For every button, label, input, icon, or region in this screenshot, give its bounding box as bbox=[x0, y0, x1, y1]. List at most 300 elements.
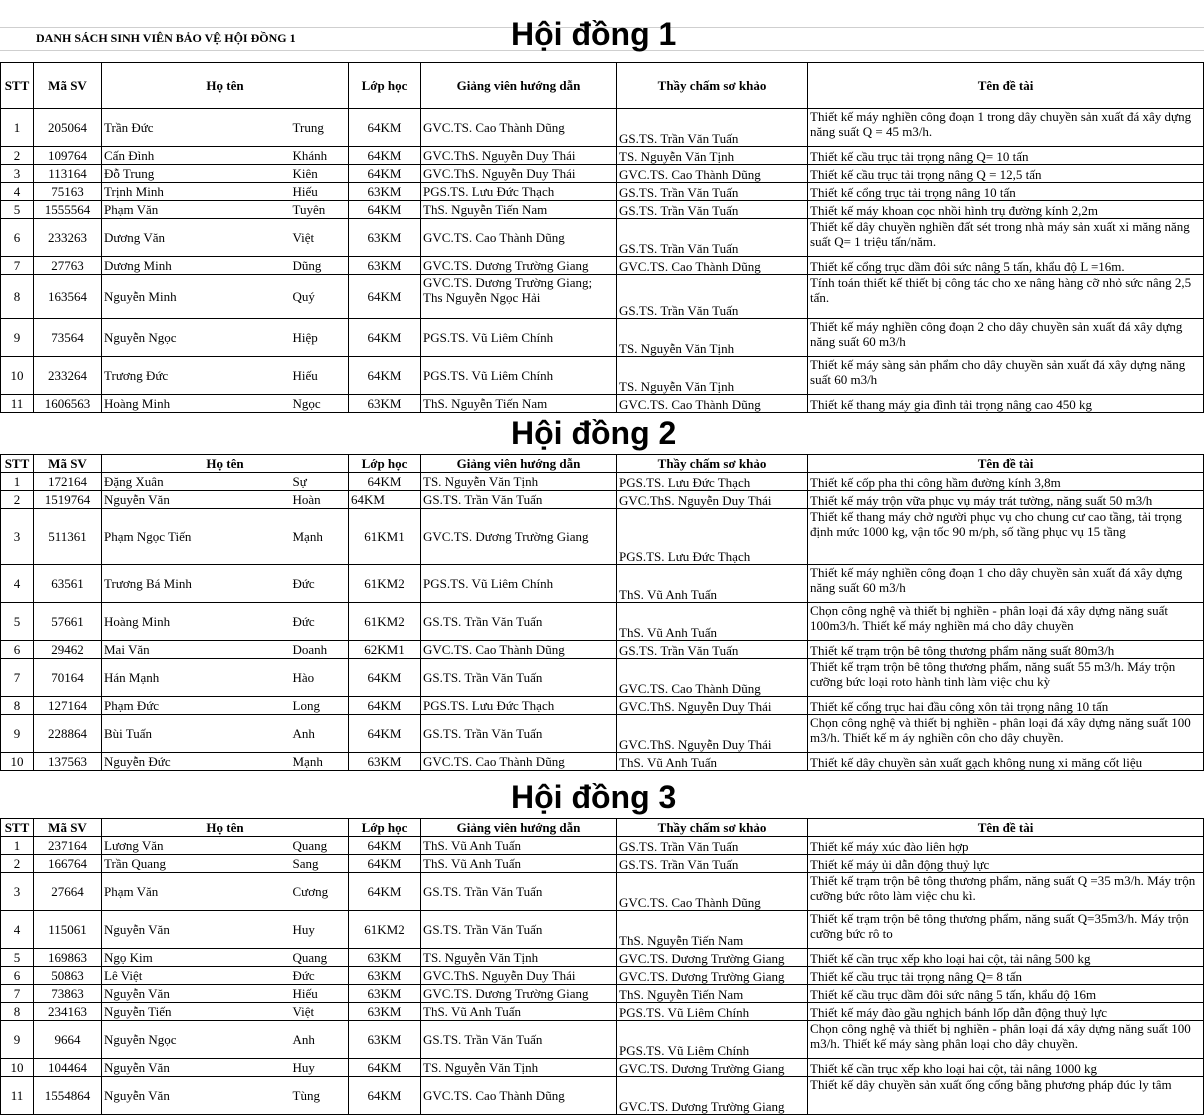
row-number: 2 bbox=[1, 855, 34, 873]
supervisor: GVC.TS. Cao Thành Dũng bbox=[421, 109, 617, 147]
pre-examiner: GVC.ThS. Nguyễn Duy Thái bbox=[617, 715, 808, 753]
row-number: 5 bbox=[1, 603, 34, 641]
student-given-name: Đức bbox=[291, 565, 349, 603]
row-number: 3 bbox=[1, 509, 34, 565]
student-given-name: Mạnh bbox=[291, 509, 349, 565]
student-id: 63561 bbox=[34, 565, 102, 603]
table-row bbox=[1, 603, 1204, 641]
row-number: 3 bbox=[1, 873, 34, 911]
table-row bbox=[1, 165, 1204, 183]
table-row bbox=[1, 715, 1204, 753]
thesis-topic: Thiết kế cầu trục tải trọng nâng Q= 10 tấn bbox=[808, 147, 1204, 165]
table-row bbox=[1, 395, 1204, 413]
supervisor: GVC.TS. Cao Thành Dũng bbox=[421, 753, 617, 771]
row-number: 6 bbox=[1, 967, 34, 985]
student-class: 63KM bbox=[349, 183, 421, 201]
thesis-topic: Thiết kế cầu trục tải trọng nâng Q = 12,5 tấn bbox=[808, 165, 1204, 183]
supervisor: GS.TS. Trần Văn Tuấn bbox=[421, 1021, 617, 1059]
student-given-name: Hiệp bbox=[291, 319, 349, 357]
student-id: 234163 bbox=[34, 1003, 102, 1021]
student-given-name: Khánh bbox=[291, 147, 349, 165]
student-given-name: Cương bbox=[291, 873, 349, 911]
pre-examiner: ThS. Vũ Anh Tuấn bbox=[617, 603, 808, 641]
pre-examiner: GVC.TS. Cao Thành Dũng bbox=[617, 257, 808, 275]
student-id: 73564 bbox=[34, 319, 102, 357]
student-surname: Phạm Văn bbox=[102, 201, 291, 219]
row-number: 4 bbox=[1, 183, 34, 201]
supervisor: GVC.TS. Dương Trường Giang; Ths Nguyễn Ngọc Hải bbox=[421, 275, 617, 319]
student-given-name: Sự bbox=[291, 473, 349, 491]
student-surname: Phạm Ngọc Tiến bbox=[102, 509, 291, 565]
pre-examiner: GS.TS. Trần Văn Tuấn bbox=[617, 109, 808, 147]
student-surname: Lương Văn bbox=[102, 837, 291, 855]
student-surname: Trương Đức bbox=[102, 357, 291, 395]
student-id: 163564 bbox=[34, 275, 102, 319]
student-surname: Nguyễn Đức bbox=[102, 753, 291, 771]
pre-examiner: GVC.TS. Cao Thành Dũng bbox=[617, 873, 808, 911]
pre-examiner: GVC.TS. Dương Trường Giang bbox=[617, 1077, 808, 1115]
row-number: 1 bbox=[1, 473, 34, 491]
student-class: 61KM2 bbox=[349, 565, 421, 603]
header-student-id: Mã SV bbox=[34, 63, 102, 109]
thesis-topic: Thiết kế trạm trộn bê tông thương phẩm năng suất 80m3/h bbox=[808, 641, 1204, 659]
header-pre-examiner: Thầy chấm sơ khảo bbox=[617, 455, 808, 473]
supervisor: GS.TS. Trần Văn Tuấn bbox=[421, 491, 617, 509]
supervisor: GVC.TS. Cao Thành Dũng bbox=[421, 1077, 617, 1115]
pre-examiner: ThS. Vũ Anh Tuấn bbox=[617, 753, 808, 771]
row-number: 4 bbox=[1, 911, 34, 949]
supervisor: GVC.TS. Dương Trường Giang bbox=[421, 509, 617, 565]
student-class: 63KM bbox=[349, 753, 421, 771]
header-pre-examiner: Thầy chấm sơ khảo bbox=[617, 63, 808, 109]
header-class: Lớp học bbox=[349, 455, 421, 473]
thesis-topic: Thiết kế trạm trộn bê tông thương phẩm, năng suất 55 m3/h. Máy trộn cưỡng bức loại roto hành tinh làm việc chu kỳ bbox=[808, 659, 1204, 697]
student-id: 29462 bbox=[34, 641, 102, 659]
table-row bbox=[1, 911, 1204, 949]
supervisor: ThS. Nguyễn Tiến Nam bbox=[421, 395, 617, 413]
thesis-topic: Thiết kế cổng trục dầm đôi sức nâng 5 tấn, khẩu độ L =16m. bbox=[808, 257, 1204, 275]
row-number: 1 bbox=[1, 109, 34, 147]
student-id: 50863 bbox=[34, 967, 102, 985]
student-id: 73863 bbox=[34, 985, 102, 1003]
thesis-topic: Chọn công nghệ và thiết bị nghiền - phân loại đá xây dựng năng suất 100m3/h. Thiết kế máy nghiền má cho dây chuyền bbox=[808, 603, 1204, 641]
pre-examiner: GS.TS. Trần Văn Tuấn bbox=[617, 183, 808, 201]
table-row bbox=[1, 855, 1204, 873]
student-class: 63KM bbox=[349, 985, 421, 1003]
student-class: 64KM bbox=[349, 357, 421, 395]
student-id: 75163 bbox=[34, 183, 102, 201]
header-full-name: Họ tên bbox=[102, 455, 349, 473]
row-number: 3 bbox=[1, 165, 34, 183]
student-given-name: Tuyên bbox=[291, 201, 349, 219]
pre-examiner: ThS. Nguyễn Tiến Nam bbox=[617, 911, 808, 949]
student-class: 63KM bbox=[349, 967, 421, 985]
student-surname: Trương Bá Minh bbox=[102, 565, 291, 603]
student-id: 113164 bbox=[34, 165, 102, 183]
table-row bbox=[1, 1059, 1204, 1077]
row-number: 10 bbox=[1, 753, 34, 771]
student-surname: Hoàng Minh bbox=[102, 395, 291, 413]
row-number: 7 bbox=[1, 257, 34, 275]
student-id: 233263 bbox=[34, 219, 102, 257]
thesis-topic: Thiết kế máy đào gầu nghịch bánh lốp dẫn động thuỷ lực bbox=[808, 1003, 1204, 1021]
row-number: 5 bbox=[1, 201, 34, 219]
supervisor: GVC.ThS. Nguyễn Duy Thái bbox=[421, 967, 617, 985]
student-given-name: Hoàn bbox=[291, 491, 349, 509]
student-surname: Đỗ Trung bbox=[102, 165, 291, 183]
student-given-name: Ngọc bbox=[291, 395, 349, 413]
supervisor: GS.TS. Trần Văn Tuấn bbox=[421, 603, 617, 641]
student-given-name: Tùng bbox=[291, 1077, 349, 1115]
student-class: 64KM bbox=[349, 873, 421, 911]
supervisor: PGS.TS. Vũ Liêm Chính bbox=[421, 565, 617, 603]
table-row bbox=[1, 949, 1204, 967]
header-supervisor: Giảng viên hướng dẫn bbox=[421, 63, 617, 109]
row-number: 9 bbox=[1, 1021, 34, 1059]
student-given-name: Anh bbox=[291, 1021, 349, 1059]
pre-examiner: ThS. Vũ Anh Tuấn bbox=[617, 565, 808, 603]
row-number: 9 bbox=[1, 319, 34, 357]
supervisor: PGS.TS. Vũ Liêm Chính bbox=[421, 357, 617, 395]
student-class: 64KM bbox=[349, 697, 421, 715]
supervisor: GVC.ThS. Nguyễn Duy Thái bbox=[421, 165, 617, 183]
pre-examiner: GS.TS. Trần Văn Tuấn bbox=[617, 837, 808, 855]
student-id: 1606563 bbox=[34, 395, 102, 413]
supervisor: TS. Nguyễn Văn Tịnh bbox=[421, 473, 617, 491]
thesis-topic: Thiết kế cốp pha thi công hầm đường kính 3,8m bbox=[808, 473, 1204, 491]
row-number: 8 bbox=[1, 697, 34, 715]
student-id: 127164 bbox=[34, 697, 102, 715]
header-stt: STT bbox=[1, 819, 34, 837]
header-full-name: Họ tên bbox=[102, 63, 349, 109]
table-row bbox=[1, 491, 1204, 509]
supervisor: ThS. Vũ Anh Tuấn bbox=[421, 837, 617, 855]
student-given-name: Huy bbox=[291, 911, 349, 949]
student-class: 63KM bbox=[349, 219, 421, 257]
table-row bbox=[1, 147, 1204, 165]
supervisor: PGS.TS. Lưu Đức Thạch bbox=[421, 183, 617, 201]
pre-examiner: GS.TS. Trần Văn Tuấn bbox=[617, 201, 808, 219]
pre-examiner: GVC.TS. Cao Thành Dũng bbox=[617, 165, 808, 183]
supervisor: GS.TS. Trần Văn Tuấn bbox=[421, 715, 617, 753]
student-surname: Dương Văn bbox=[102, 219, 291, 257]
student-class: 64KM bbox=[349, 1077, 421, 1115]
student-class: 62KM1 bbox=[349, 641, 421, 659]
student-class: 64KM bbox=[349, 109, 421, 147]
student-surname: Phạm Đức bbox=[102, 697, 291, 715]
row-number: 11 bbox=[1, 395, 34, 413]
student-given-name: Hào bbox=[291, 659, 349, 697]
student-id: 115061 bbox=[34, 911, 102, 949]
student-class: 64KM bbox=[349, 473, 421, 491]
student-surname: Trần Đức bbox=[102, 109, 291, 147]
student-class: 64KM bbox=[349, 659, 421, 697]
student-given-name: Hiếu bbox=[291, 183, 349, 201]
student-class: 63KM bbox=[349, 1003, 421, 1021]
pre-examiner: PGS.TS. Vũ Liêm Chính bbox=[617, 1003, 808, 1021]
student-class: 63KM bbox=[349, 949, 421, 967]
student-surname: Lê Việt bbox=[102, 967, 291, 985]
thesis-topic: Thiết kế máy trộn vữa phục vụ máy trát tường, năng suất 50 m3/h bbox=[808, 491, 1204, 509]
student-class: 64KM bbox=[349, 837, 421, 855]
student-given-name: Đức bbox=[291, 603, 349, 641]
student-class: 63KM bbox=[349, 395, 421, 413]
table-row bbox=[1, 183, 1204, 201]
student-surname: Nguyễn Văn bbox=[102, 491, 291, 509]
student-id: 511361 bbox=[34, 509, 102, 565]
thesis-topic: Thiết kế thang máy gia đình tải trọng nâng cao 450 kg bbox=[808, 395, 1204, 413]
supervisor: GVC.TS. Dương Trường Giang bbox=[421, 257, 617, 275]
supervisor: ThS. Vũ Anh Tuấn bbox=[421, 1003, 617, 1021]
student-class: 64KM bbox=[349, 201, 421, 219]
supervisor: TS. Nguyễn Văn Tịnh bbox=[421, 1059, 617, 1077]
pre-examiner: GVC.TS. Dương Trường Giang bbox=[617, 1059, 808, 1077]
row-number: 10 bbox=[1, 1059, 34, 1077]
row-number: 7 bbox=[1, 659, 34, 697]
student-id: 9664 bbox=[34, 1021, 102, 1059]
student-surname: Hoàng Minh bbox=[102, 603, 291, 641]
table-row bbox=[1, 967, 1204, 985]
pre-examiner: GVC.TS. Cao Thành Dũng bbox=[617, 659, 808, 697]
supervisor: GVC.ThS. Nguyễn Duy Thái bbox=[421, 147, 617, 165]
students-table bbox=[0, 818, 1204, 1115]
student-surname: Nguyễn Văn bbox=[102, 985, 291, 1003]
council-title: Hội đồng 1 bbox=[511, 16, 677, 52]
student-surname: Dương Minh bbox=[102, 257, 291, 275]
table-row bbox=[1, 1003, 1204, 1021]
student-surname: Phạm Văn bbox=[102, 873, 291, 911]
student-id: 70164 bbox=[34, 659, 102, 697]
student-given-name: Trung bbox=[291, 109, 349, 147]
thesis-topic: Thiết kế trạm trộn bê tông thương phẩm, năng suất Q=35m3/h. Máy trộn cưỡng bức rô to bbox=[808, 911, 1204, 949]
student-id: 109764 bbox=[34, 147, 102, 165]
supervisor: GVC.TS. Cao Thành Dũng bbox=[421, 641, 617, 659]
supervisor: TS. Nguyễn Văn Tịnh bbox=[421, 949, 617, 967]
student-surname: Trần Quang bbox=[102, 855, 291, 873]
thesis-topic: Thiết kế cổng trục tải trọng nâng 10 tấn bbox=[808, 183, 1204, 201]
thesis-topic: Thiết kế máy sàng sản phẩm cho dây chuyền sản xuất đá xây dựng năng suất 60 m3/h bbox=[808, 357, 1204, 395]
council-title: Hội đồng 2 bbox=[511, 415, 677, 451]
thesis-topic: Thiết kế dây chuyền sản xuất gạch không nung xi măng cốt liệu bbox=[808, 753, 1204, 771]
student-id: 1519764 bbox=[34, 491, 102, 509]
table-row bbox=[1, 509, 1204, 565]
thesis-topic: Thiết kế trạm trộn bê tông thương phẩm, năng suất Q =35 m3/h. Máy trộn cưỡng bức rôto làm việc chu kì. bbox=[808, 873, 1204, 911]
table-header-row bbox=[1, 63, 1204, 109]
thesis-topic: Thiết kế thang máy chở người phục vụ cho chung cư cao tầng, tải trọng định mức 1000 kg, vận tốc 90 m/ph, số tầng phục vụ 15 tầng bbox=[808, 509, 1204, 565]
students-table bbox=[0, 62, 1204, 413]
row-number: 7 bbox=[1, 985, 34, 1003]
table-row bbox=[1, 985, 1204, 1003]
pre-examiner: PGS.TS. Lưu Đức Thạch bbox=[617, 473, 808, 491]
thesis-topic: Thiết kế cần trục xếp kho loại hai cột, tải nâng 1000 kg bbox=[808, 1059, 1204, 1077]
pre-examiner: TS. Nguyễn Văn Tịnh bbox=[617, 319, 808, 357]
header-full-name: Họ tên bbox=[102, 819, 349, 837]
table-row bbox=[1, 837, 1204, 855]
pre-examiner: TS. Nguyễn Văn Tịnh bbox=[617, 147, 808, 165]
student-class: 64KM bbox=[349, 275, 421, 319]
header-stt: STT bbox=[1, 455, 34, 473]
student-given-name: Việt bbox=[291, 1003, 349, 1021]
table-row bbox=[1, 753, 1204, 771]
thesis-topic: Tính toán thiết kế thiết bị công tác cho xe nâng hàng cỡ nhỏ sức nâng 2,5 tấn. bbox=[808, 275, 1204, 319]
pre-examiner: PGS.TS. Vũ Liêm Chính bbox=[617, 1021, 808, 1059]
student-id: 237164 bbox=[34, 837, 102, 855]
pre-examiner: PGS.TS. Lưu Đức Thạch bbox=[617, 509, 808, 565]
header-thesis-topic: Tên đề tài bbox=[808, 455, 1204, 473]
student-class: 64KM bbox=[349, 147, 421, 165]
row-number: 11 bbox=[1, 1077, 34, 1115]
thesis-topic: Thiết kế cần trục xếp kho loại hai cột, tải nâng 500 kg bbox=[808, 949, 1204, 967]
thesis-topic: Thiết kế máy nghiền công đoạn 1 trong dây chuyền sản xuất đá xây dựng năng suất Q = 45 m3/h. bbox=[808, 109, 1204, 147]
row-number: 5 bbox=[1, 949, 34, 967]
student-surname: Nguyễn Văn bbox=[102, 911, 291, 949]
student-surname: Nguyễn Minh bbox=[102, 275, 291, 319]
student-id: 1554864 bbox=[34, 1077, 102, 1115]
student-surname: Bùi Tuấn bbox=[102, 715, 291, 753]
student-given-name: Hiếu bbox=[291, 985, 349, 1003]
supervisor: GS.TS. Trần Văn Tuấn bbox=[421, 911, 617, 949]
row-number: 1 bbox=[1, 837, 34, 855]
header-student-id: Mã SV bbox=[34, 455, 102, 473]
student-id: 57661 bbox=[34, 603, 102, 641]
student-class: 63KM bbox=[349, 257, 421, 275]
table-row bbox=[1, 109, 1204, 147]
student-given-name: Doanh bbox=[291, 641, 349, 659]
supervisor: GS.TS. Trần Văn Tuấn bbox=[421, 659, 617, 697]
student-class: 61KM1 bbox=[349, 509, 421, 565]
student-given-name: Quang bbox=[291, 837, 349, 855]
thesis-topic: Thiết kế dây chuyền sản xuất ống cống bằng phương pháp đúc ly tâm bbox=[808, 1077, 1204, 1115]
supervisor: ThS. Nguyễn Tiến Nam bbox=[421, 201, 617, 219]
student-class: 63KM bbox=[349, 1021, 421, 1059]
student-class: 64KM bbox=[349, 319, 421, 357]
row-number: 2 bbox=[1, 491, 34, 509]
student-class: 61KM2 bbox=[349, 603, 421, 641]
header-pre-examiner: Thầy chấm sơ khảo bbox=[617, 819, 808, 837]
supervisor: ThS. Vũ Anh Tuấn bbox=[421, 855, 617, 873]
row-number: 9 bbox=[1, 715, 34, 753]
pre-examiner: GVC.ThS. Nguyễn Duy Thái bbox=[617, 697, 808, 715]
row-number: 6 bbox=[1, 219, 34, 257]
student-surname: Hán Mạnh bbox=[102, 659, 291, 697]
student-surname: Trịnh Minh bbox=[102, 183, 291, 201]
table-row bbox=[1, 697, 1204, 715]
student-given-name: Anh bbox=[291, 715, 349, 753]
pre-examiner: ThS. Nguyễn Tiến Nam bbox=[617, 985, 808, 1003]
pre-examiner: GS.TS. Trần Văn Tuấn bbox=[617, 641, 808, 659]
thesis-topic: Thiết kế máy nghiền công đoạn 1 cho dây chuyền sản xuất đá xây dựng năng suất 60 m3/h bbox=[808, 565, 1204, 603]
student-class: 64KM bbox=[349, 165, 421, 183]
thesis-topic: Thiết kế máy khoan cọc nhồi hình trụ đường kính 2,2m bbox=[808, 201, 1204, 219]
table-row bbox=[1, 319, 1204, 357]
pre-examiner: GS.TS. Trần Văn Tuấn bbox=[617, 219, 808, 257]
students-table bbox=[0, 454, 1204, 771]
supervisor: GVC.TS. Dương Trường Giang bbox=[421, 985, 617, 1003]
thesis-topic: Chọn công nghệ và thiết bị nghiền - phân loại đá xây dựng năng suất 100 m3/h. Thiết kế m áy nghiền côn cho dây chuyền. bbox=[808, 715, 1204, 753]
student-surname: Cấn Đình bbox=[102, 147, 291, 165]
student-id: 27664 bbox=[34, 873, 102, 911]
student-given-name: Quý bbox=[291, 275, 349, 319]
student-surname: Ngọ Kim bbox=[102, 949, 291, 967]
pre-examiner: GVC.TS. Cao Thành Dũng bbox=[617, 395, 808, 413]
student-id: 169863 bbox=[34, 949, 102, 967]
student-given-name: Sang bbox=[291, 855, 349, 873]
supervisor: PGS.TS. Lưu Đức Thạch bbox=[421, 697, 617, 715]
student-given-name: Mạnh bbox=[291, 753, 349, 771]
student-surname: Nguyễn Ngọc bbox=[102, 319, 291, 357]
pre-examiner: GS.TS. Trần Văn Tuấn bbox=[617, 855, 808, 873]
table-row bbox=[1, 257, 1204, 275]
table-row bbox=[1, 641, 1204, 659]
table-header-row bbox=[1, 455, 1204, 473]
table-row bbox=[1, 1077, 1204, 1115]
student-class: 64KM bbox=[349, 491, 421, 509]
pre-examiner: GVC.TS. Dương Trường Giang bbox=[617, 967, 808, 985]
student-surname: Nguyễn Văn bbox=[102, 1059, 291, 1077]
student-given-name: Hiếu bbox=[291, 357, 349, 395]
table-row bbox=[1, 275, 1204, 319]
student-given-name: Đức bbox=[291, 967, 349, 985]
table-row bbox=[1, 659, 1204, 697]
supervisor: GVC.TS. Cao Thành Dũng bbox=[421, 219, 617, 257]
student-class: 61KM2 bbox=[349, 911, 421, 949]
student-given-name: Long bbox=[291, 697, 349, 715]
header-student-id: Mã SV bbox=[34, 819, 102, 837]
student-surname: Nguyễn Ngọc bbox=[102, 1021, 291, 1059]
student-given-name: Kiên bbox=[291, 165, 349, 183]
student-id: 27763 bbox=[34, 257, 102, 275]
row-number: 10 bbox=[1, 357, 34, 395]
student-given-name: Huy bbox=[291, 1059, 349, 1077]
header-class: Lớp học bbox=[349, 63, 421, 109]
student-id: 166764 bbox=[34, 855, 102, 873]
row-number: 4 bbox=[1, 565, 34, 603]
table-row bbox=[1, 1021, 1204, 1059]
supervisor: PGS.TS. Vũ Liêm Chính bbox=[421, 319, 617, 357]
student-id: 228864 bbox=[34, 715, 102, 753]
header-thesis-topic: Tên đề tài bbox=[808, 819, 1204, 837]
list-caption: DANH SÁCH SINH VIÊN BẢO VỆ HỘI ĐỒNG 1 bbox=[36, 31, 296, 45]
table-header-row bbox=[1, 819, 1204, 837]
student-given-name: Quang bbox=[291, 949, 349, 967]
student-surname: Đặng Xuân bbox=[102, 473, 291, 491]
student-id: 205064 bbox=[34, 109, 102, 147]
table-row bbox=[1, 357, 1204, 395]
thesis-topic: Thiết kế cầu trục tải trọng nâng Q= 8 tấn bbox=[808, 967, 1204, 985]
council-title: Hội đồng 3 bbox=[511, 779, 677, 815]
thesis-topic: Chọn công nghệ và thiết bị nghiền - phân loại đá xây dựng năng suất 100 m3/h. Thiết kế máy sàng phân loại cho dây chuyền. bbox=[808, 1021, 1204, 1059]
student-surname: Nguyễn Văn bbox=[102, 1077, 291, 1115]
student-id: 137563 bbox=[34, 753, 102, 771]
student-class: 64KM bbox=[349, 1059, 421, 1077]
student-id: 104464 bbox=[34, 1059, 102, 1077]
table-row bbox=[1, 473, 1204, 491]
student-id: 172164 bbox=[34, 473, 102, 491]
student-class: 64KM bbox=[349, 715, 421, 753]
table-row bbox=[1, 873, 1204, 911]
header-supervisor: Giảng viên hướng dẫn bbox=[421, 819, 617, 837]
student-id: 233264 bbox=[34, 357, 102, 395]
header-class: Lớp học bbox=[349, 819, 421, 837]
thesis-topic: Thiết kế máy xúc đào liên hợp bbox=[808, 837, 1204, 855]
row-number: 8 bbox=[1, 1003, 34, 1021]
student-given-name: Dũng bbox=[291, 257, 349, 275]
thesis-topic: Thiết kế cổng trục hai đầu công xôn tải trọng nâng 10 tấn bbox=[808, 697, 1204, 715]
pre-examiner: GVC.ThS. Nguyễn Duy Thái bbox=[617, 491, 808, 509]
header-thesis-topic: Tên đề tài bbox=[808, 63, 1204, 109]
header-supervisor: Giảng viên hướng dẫn bbox=[421, 455, 617, 473]
header-stt: STT bbox=[1, 63, 34, 109]
